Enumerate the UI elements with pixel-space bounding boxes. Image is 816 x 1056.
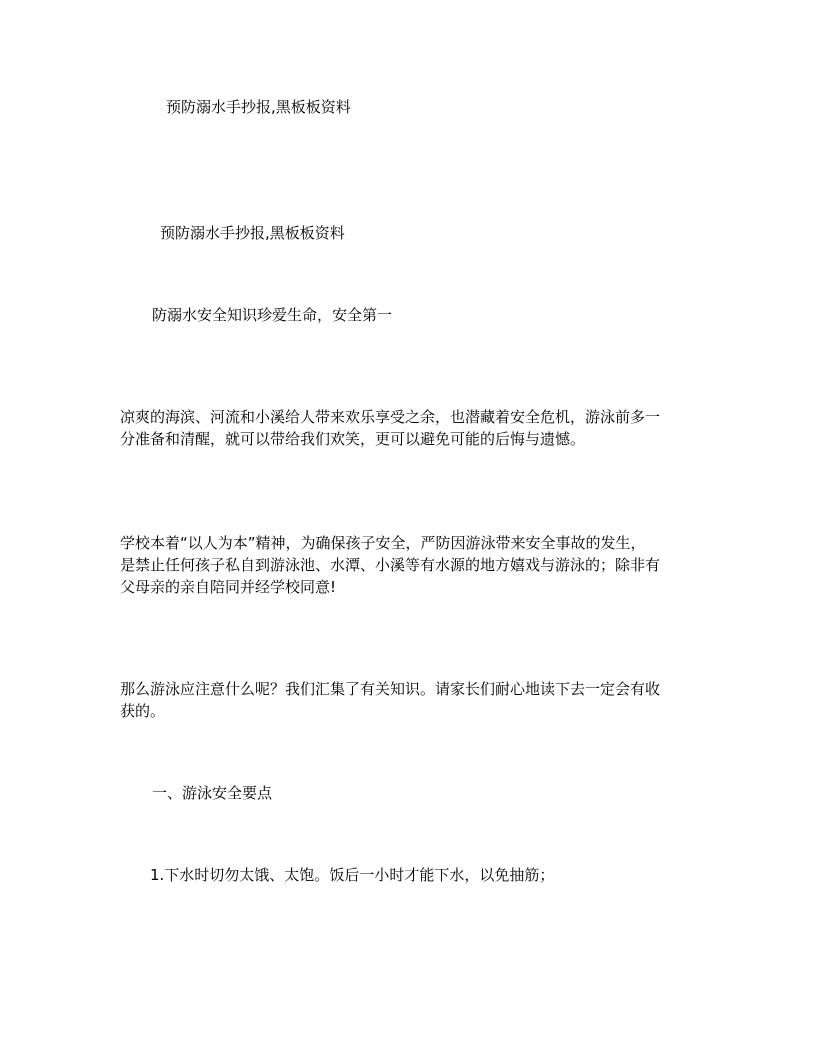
- paragraph-2-line-1: 学校本着“以人为本”精神，为确保孩子安全，严防因游泳带来安全事故的发生，: [120, 534, 646, 552]
- paragraph-2-line-3: 父母亲的亲自陪同并经学校同意!: [120, 578, 337, 596]
- paragraph-1: [120, 406, 710, 450]
- paragraph-1-line-1: 凉爽的海滨、河流和小溪给人带来欢乐享受之余，也潜藏着安全危机，游泳前多一: [120, 408, 661, 426]
- safety-point-1: 1.下水时切勿太饿、太饱。饭后一小时才能下水，以免抽筋；: [150, 866, 555, 884]
- section-heading: 一、游泳安全要点: [152, 784, 273, 802]
- document-subtitle: 防溺水安全知识珍爱生命，安全第一: [152, 306, 393, 324]
- paragraph-1-line-2: 分准备和清醒，就可以带给我们欢笑，更可以避免可能的后悔与遗憾。: [120, 430, 586, 448]
- document-title-2: 预防溺水手抄报,黑板板资料: [160, 224, 345, 242]
- document-title-1: 预防溺水手抄报,黑板板资料: [166, 98, 351, 116]
- paragraph-3: [120, 678, 710, 722]
- paragraph-3-line-2: 获的。: [120, 702, 166, 720]
- paragraph-2-line-2: 是禁止任何孩子私自到游泳池、水潭、小溪等有水源的地方嬉戏与游泳的；除非有: [120, 556, 661, 574]
- paragraph-3-line-1: 那么游泳应注意什么呢？我们汇集了有关知识。请家长们耐心地读下去一定会有收: [120, 680, 661, 698]
- paragraph-2: [120, 532, 710, 598]
